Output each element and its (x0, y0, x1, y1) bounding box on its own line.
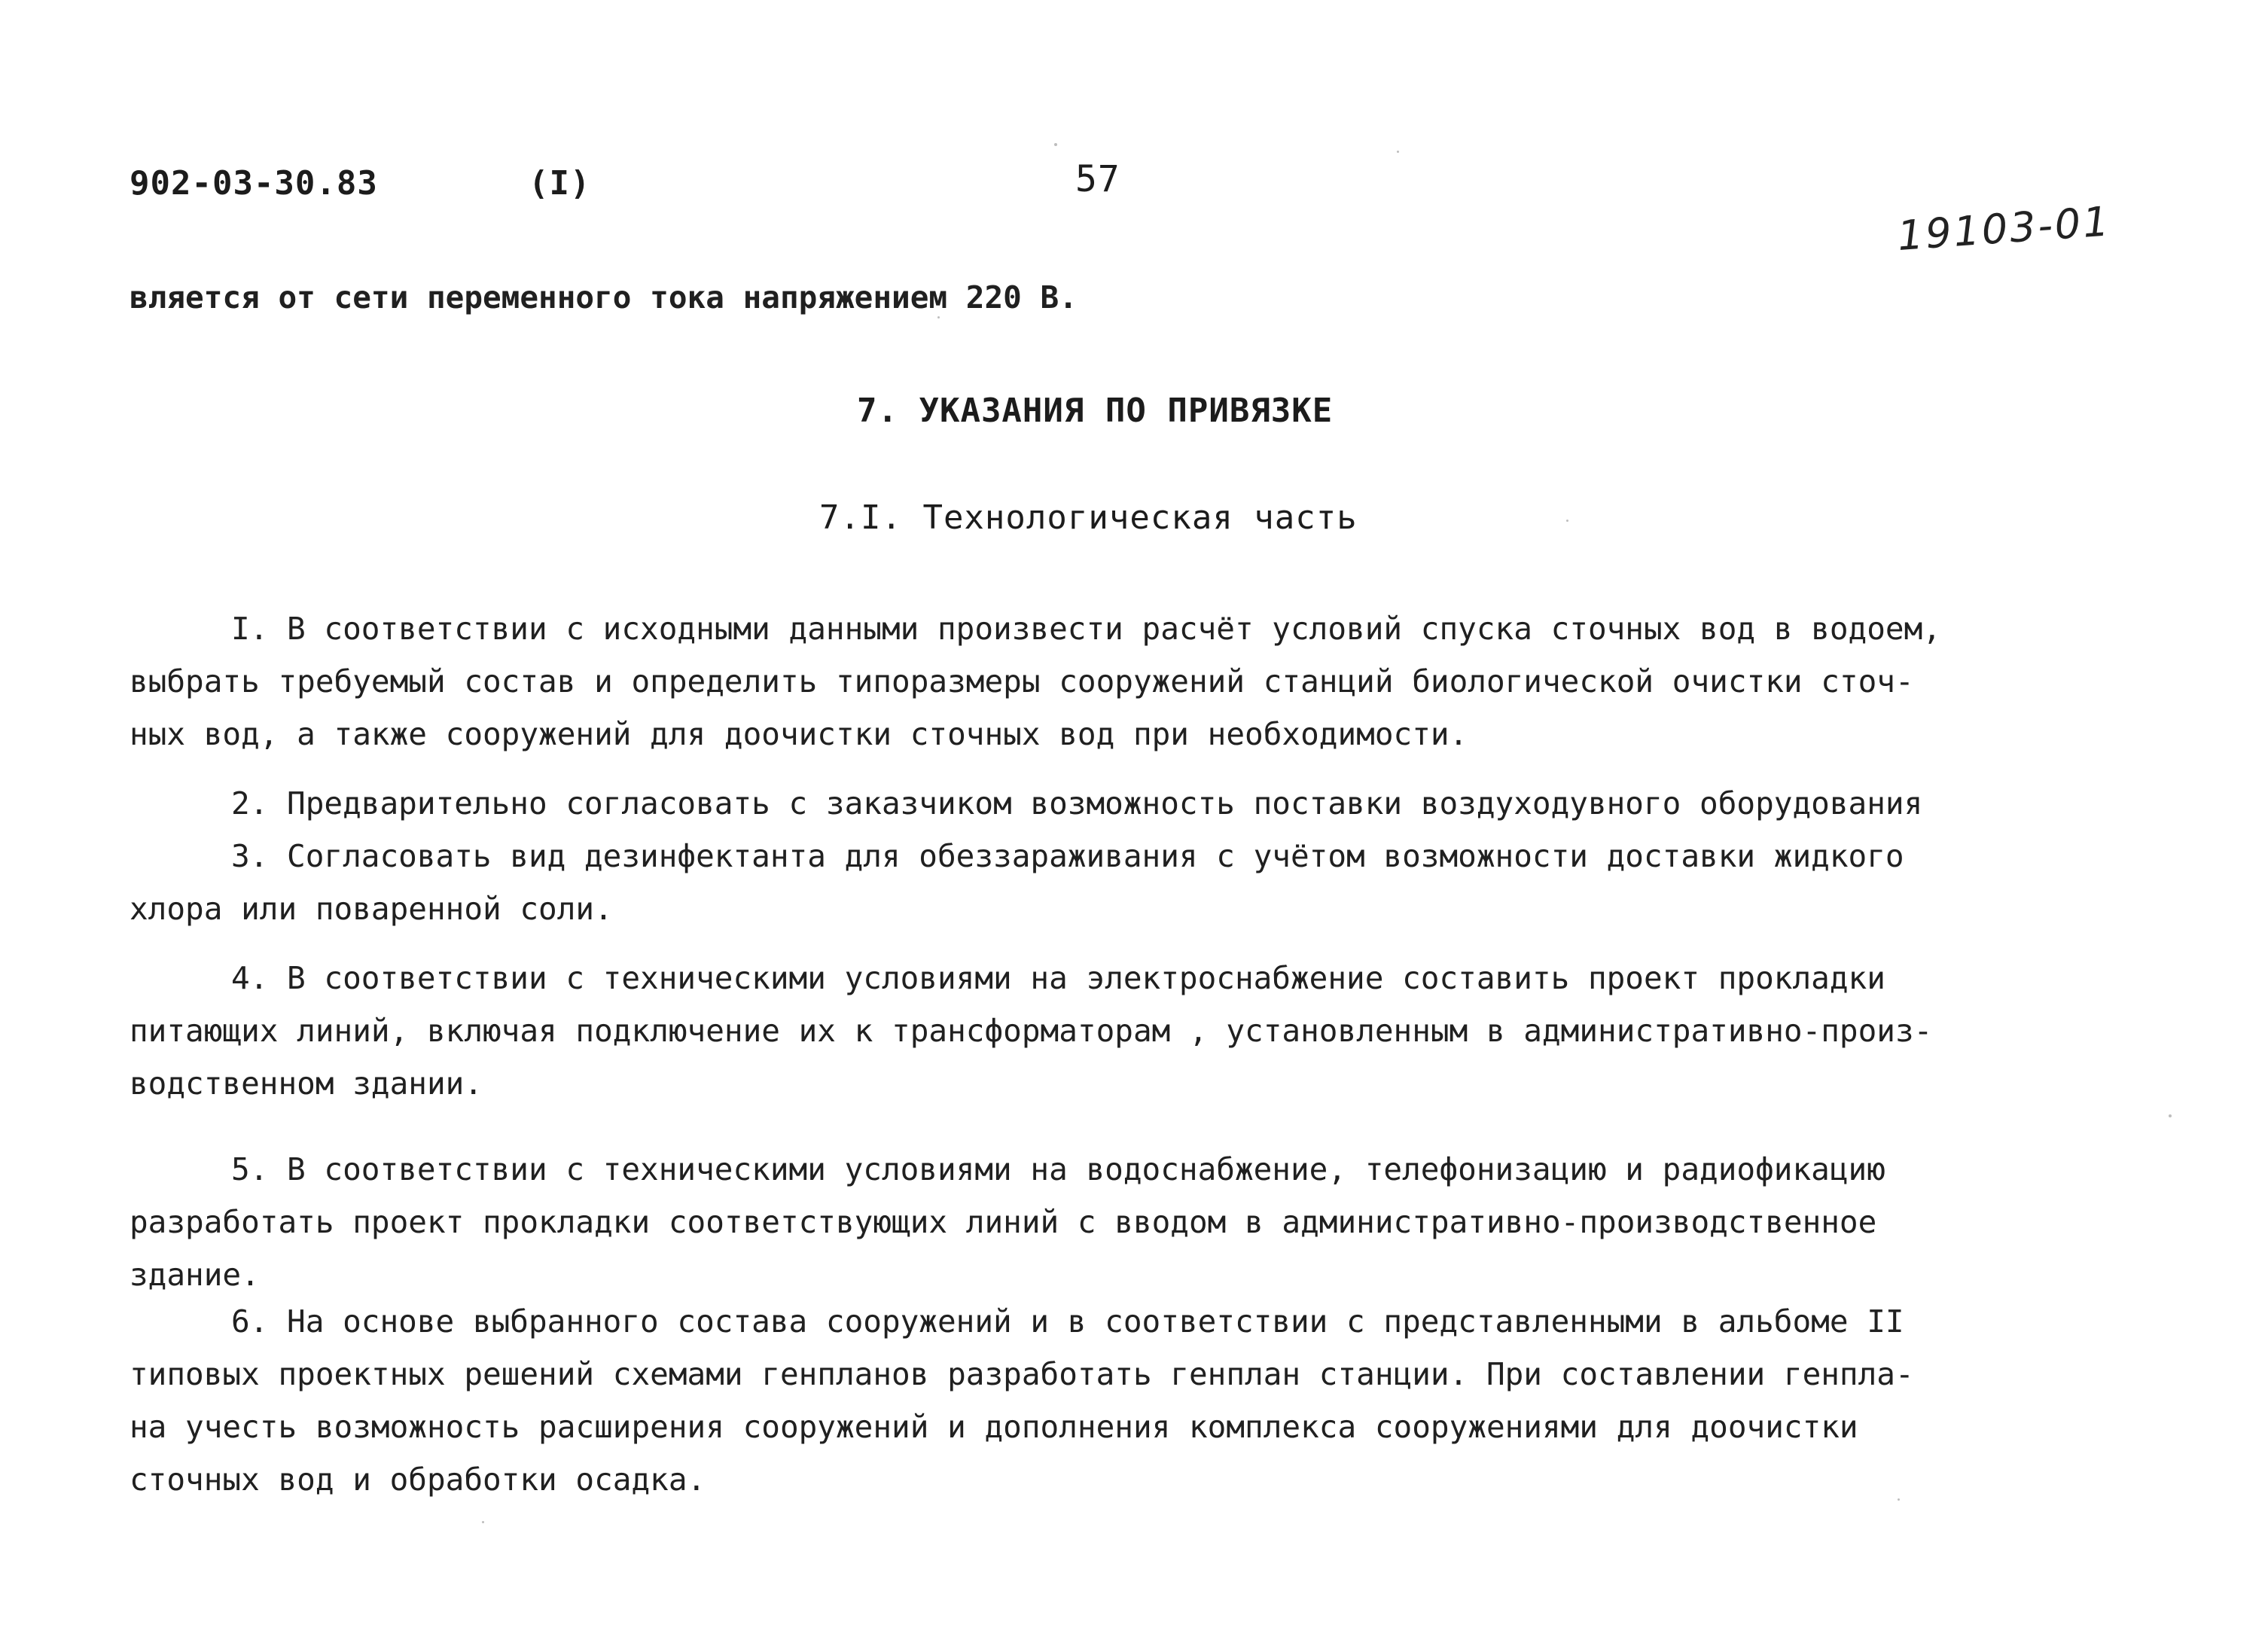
paragraph-2 (130, 777, 2148, 830)
continuation-text: вляется от сети переменного тока напряжением 220 В. (130, 279, 1078, 315)
scan-speck (482, 1521, 484, 1523)
section-title: 7. УКАЗАНИЯ ПО ПРИВЯЗКЕ (857, 392, 1334, 430)
paragraph-line: здание. (130, 1257, 260, 1293)
paragraph-line: 2. Предварительно согласовать с заказчиком возможность поставки воздуходувного оборудования (231, 785, 1923, 821)
paragraph-line: хлора или поваренной соли. (130, 891, 613, 927)
paragraph-line: разработать проект прокладки соответствующих линий с вводом в административно-производственное (130, 1204, 1877, 1240)
paragraph-line: 3. Согласовать вид дезинфектанта для обеззараживания с учётом возможности доставки жидкого (231, 838, 1904, 874)
paragraph-line: 5. В соответствии с техническими условиями на водоснабжение, телефонизацию и радиофикацию (231, 1151, 1885, 1187)
scan-speck (2169, 1114, 2172, 1117)
paragraph-1 (130, 602, 2148, 761)
paragraph-line: типовых проектных решений схемами генпланов разработать генплан станции. При составлении генпла- (130, 1356, 1914, 1392)
paragraph-4 (130, 952, 2148, 1110)
archive-number-handwritten: 19103-01 (1895, 197, 2113, 260)
document-code: 902-03-30.83 (130, 164, 378, 203)
paragraph-line: на учесть возможность расширения сооружений и дополнения комплекса сооружениями для доочистки (130, 1409, 1858, 1445)
paragraph-line: 6. На основе выбранного состава сооружений и в соответствии с представленными в альбоме II (231, 1303, 1904, 1340)
paragraph-line: ных вод, а также сооружений для доочистки сточных вод при необходимости. (130, 716, 1468, 752)
paragraph-line: 4. В соответствии с техническими условиями на электроснабжение составить проект прокладки (231, 960, 1885, 996)
scan-speck (1898, 1498, 1900, 1501)
paragraph-5 (130, 1143, 2148, 1301)
volume-number: (I) (529, 164, 591, 203)
scan-speck (937, 316, 940, 319)
page-number: 57 (1075, 158, 1120, 200)
paragraph-line: I. В соответствии с исходными данными произвести расчёт условий спуска сточных вод в водоем, (231, 611, 1941, 647)
scan-speck (1397, 151, 1399, 153)
scan-speck (1054, 143, 1057, 146)
paragraph-line: сточных вод и обработки осадка. (130, 1462, 706, 1498)
paragraph-3 (130, 830, 2148, 935)
paragraph-line: питающих линий, включая подключение их к трансформаторам , установленным в административно-произ- (130, 1013, 1933, 1049)
paragraph-line: водственном здании. (130, 1065, 483, 1102)
paragraph-line: выбрать требуемый состав и определить типоразмеры сооружений станций биологической очистки сточ- (130, 663, 1914, 700)
subsection-title: 7.I. Технологическая часть (819, 498, 1358, 537)
paragraph-6 (130, 1295, 2148, 1506)
scan-speck (1566, 520, 1568, 522)
